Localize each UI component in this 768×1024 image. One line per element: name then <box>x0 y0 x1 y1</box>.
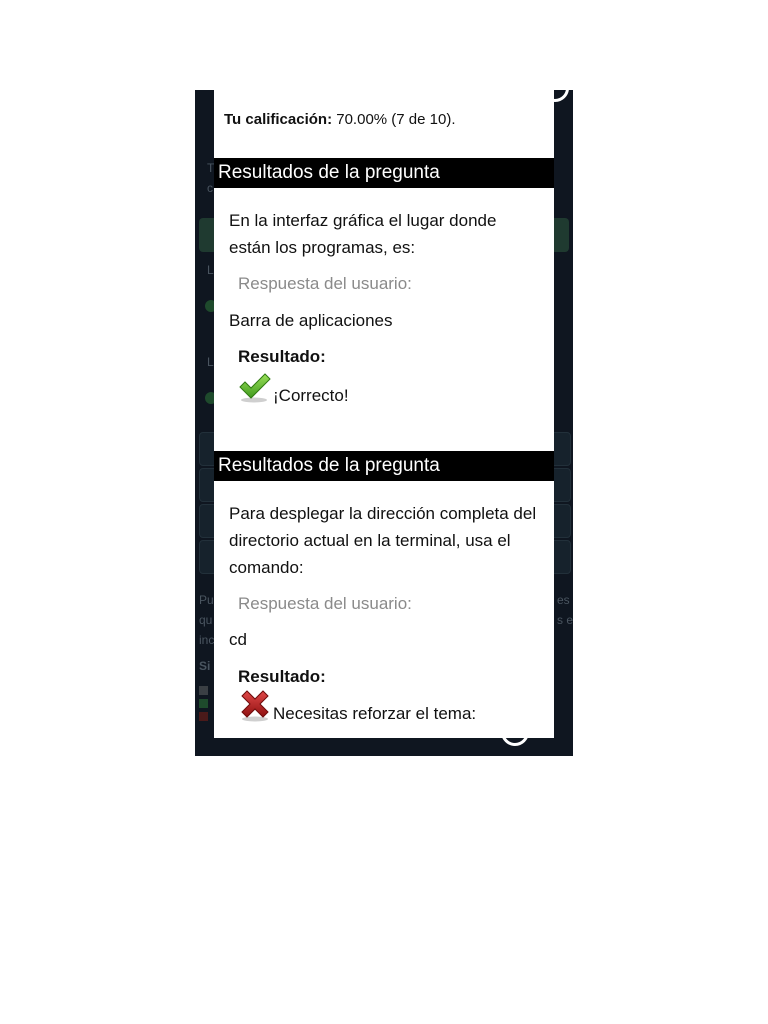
question-results-header: Resultados de la pregunta <box>214 451 554 481</box>
cross-icon <box>238 688 272 722</box>
score-value: 70.00% (7 de 10). <box>332 111 456 128</box>
background-text: Si <box>199 659 211 673</box>
result-row <box>238 688 538 724</box>
check-icon <box>238 370 272 404</box>
background-text: c <box>207 181 213 195</box>
results-dialog <box>214 90 554 738</box>
background-text: T <box>207 161 215 175</box>
result-text: ¡Correcto! <box>273 386 349 405</box>
question-text: En la interfaz gráfica el lugar donde están los programas, es: <box>229 211 497 257</box>
legend-square <box>199 712 208 721</box>
background-text: s e <box>557 613 573 627</box>
score-line <box>224 111 456 128</box>
user-answer: Barra de aplicaciones <box>229 311 393 330</box>
user-response-label: Respuesta del usuario: <box>238 274 412 293</box>
user-response-label: Respuesta del usuario: <box>238 594 412 613</box>
question-results-header: Resultados de la pregunta <box>214 158 554 188</box>
result-label: Resultado: <box>238 347 326 366</box>
background-text: Pu <box>199 593 214 607</box>
legend-square <box>199 699 208 708</box>
question-text: Para desplegar la dirección completa del directorio actual en la terminal, usa el comando: <box>229 504 537 577</box>
background-text: es <box>557 593 570 607</box>
phone-screen <box>195 90 573 756</box>
legend-square <box>199 686 208 695</box>
background-text: qu <box>199 613 213 627</box>
score-label: Tu calificación: <box>224 111 333 128</box>
background-text: L <box>207 263 214 277</box>
result-label: Resultado: <box>238 667 326 686</box>
result-text: Necesitas reforzar el tema: <box>273 704 477 723</box>
user-answer: cd <box>229 630 247 649</box>
background-text: inc <box>199 633 215 647</box>
background-text: L <box>207 355 214 369</box>
result-row <box>238 370 538 406</box>
